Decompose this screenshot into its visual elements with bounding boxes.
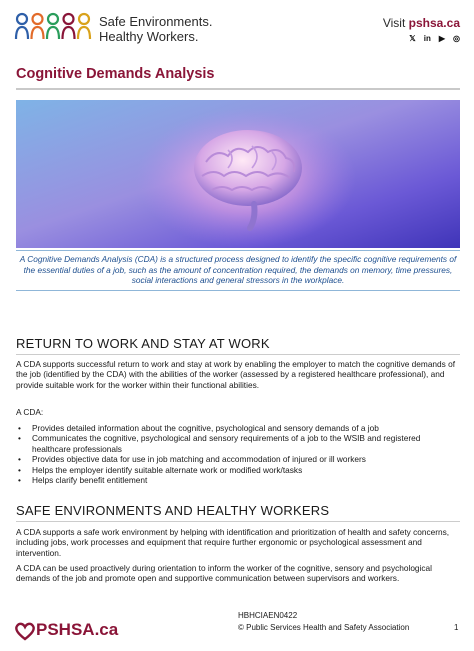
document-code: HBHCIAEN0422 xyxy=(238,611,298,620)
section2-paragraph-2: A CDA can be used proactively during orientation to inform the worker of the cognitive, sensory and psychological demands of the job and promote open and supportive communication between supervisors and workers. xyxy=(16,563,432,584)
twitter-icon[interactable]: 𝕏 xyxy=(409,34,416,43)
brand-line-2: Healthy Workers. xyxy=(99,29,199,44)
section-heading-return-to-work: RETURN TO WORK AND STAY AT WORK xyxy=(16,336,270,351)
list-item: • Communicates the cognitive, psychological and sensory requirements of a job to the WSIB and registered healthcare professionals xyxy=(16,433,460,454)
youtube-icon[interactable]: ▶ xyxy=(438,34,446,43)
page-number: 1 xyxy=(454,623,459,632)
section-divider xyxy=(16,521,460,522)
pshsa-heart-icon xyxy=(14,620,36,642)
instagram-icon[interactable]: ◎ xyxy=(453,34,460,43)
page-title: Cognitive Demands Analysis xyxy=(16,66,215,82)
visit-site[interactable]: pshsa.ca xyxy=(408,16,460,30)
brain-hero-image xyxy=(16,100,460,248)
section-heading-safe-environments: SAFE ENVIRONMENTS AND HEALTHY WORKERS xyxy=(16,503,330,518)
logo-figure-body xyxy=(47,27,59,39)
logo-figure-head xyxy=(17,14,27,24)
visit-prefix: Visit xyxy=(382,16,406,30)
people-logo-icon xyxy=(14,12,92,42)
section-divider xyxy=(16,354,460,355)
logo-figure-body xyxy=(16,27,28,39)
brand-line-1: Safe Environments. xyxy=(99,14,213,29)
pshsa-logo-text: PSHSA.ca xyxy=(36,620,119,639)
list-item: • Helps the employer identify suitable alternate work or modified work/tasks xyxy=(16,465,460,475)
pshsa-footer-logo xyxy=(14,618,144,644)
intro-callout xyxy=(16,250,460,291)
section2-paragraph-1: A CDA supports a safe work environment by helping with identification and prioritization of health and safety concerns, including jobs, work processes and equipment that require further ergonomic or psychological assessment and intervention. xyxy=(16,527,450,558)
copyright-notice: © Public Services Health and Safety Association xyxy=(238,623,410,632)
section1-lead: A CDA: xyxy=(16,407,44,417)
cda-benefits-list xyxy=(16,423,460,485)
page-header xyxy=(0,0,474,60)
logo-figure-head xyxy=(33,14,43,24)
list-item: • Provides objective data for use in job matching and accommodation of injured or ill workers xyxy=(16,454,460,464)
logo-figure-body xyxy=(63,27,75,39)
logo-figure-body xyxy=(78,27,90,39)
title-divider xyxy=(16,88,460,90)
logo-figure-head xyxy=(79,14,89,24)
section1-paragraph: A CDA supports successful return to work and stay at work by enabling the employer to match the cognitive demands of the job (identified by the CDA) with the abilities of the worker (assessed by a registered healthcare professional), and provide suitable work for the worker within their functional abilities. xyxy=(16,359,456,390)
logo-figure-head xyxy=(48,14,58,24)
logo-figure-body xyxy=(32,27,44,39)
list-item: • Provides detailed information about the cognitive, psychological and sensory demands of a job xyxy=(16,423,460,433)
visit-link[interactable] xyxy=(383,16,460,30)
logo-figure-head xyxy=(64,14,74,24)
brand-tagline xyxy=(99,14,212,44)
social-links xyxy=(409,34,460,44)
intro-text: A Cognitive Demands Analysis (CDA) is a structured process designed to identify the specific cognitive requirements of the essential duties of a job, such as the amount of concentration required, the demands on memory, time pressures, social interactions and general stressors in the workplace. xyxy=(19,254,457,285)
linkedin-icon[interactable]: in xyxy=(423,34,431,43)
list-item: • Helps clarify benefit entitlement xyxy=(16,475,460,485)
